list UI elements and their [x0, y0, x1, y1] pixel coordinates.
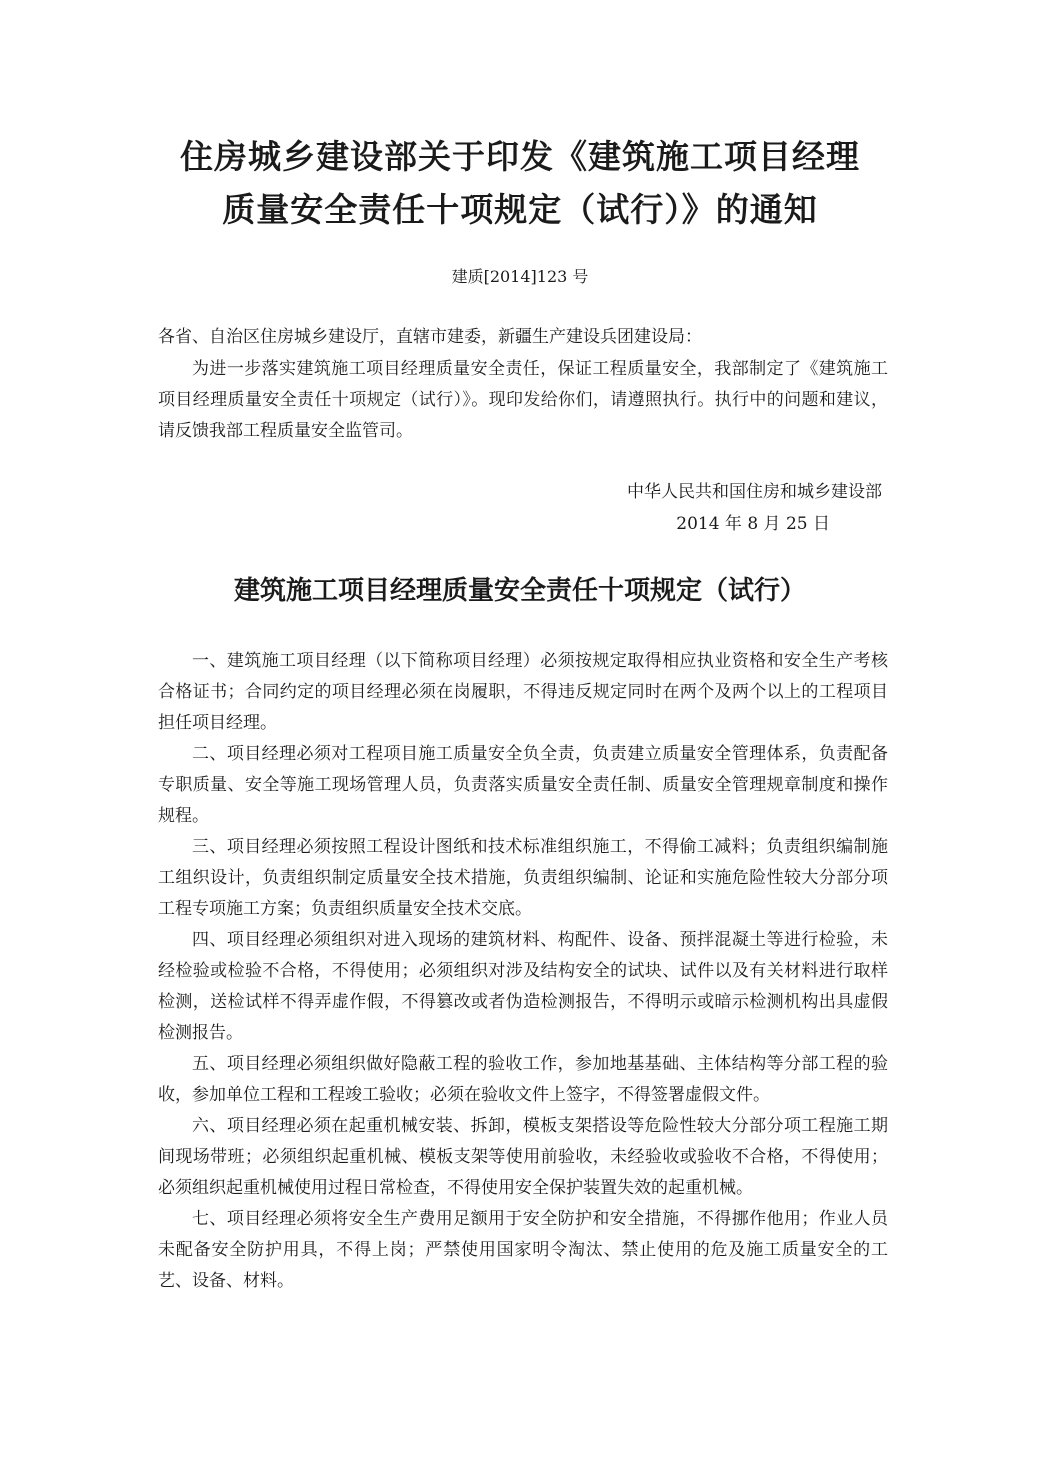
document-title-line-2: 质量安全责任十项规定（试行）》的通知 [222, 190, 818, 229]
regulation-list [158, 646, 888, 1297]
regulation-item: 二、项目经理必须对工程项目施工质量安全负全责，负责建立质量安全管理体系，负责配备专职质量、安全等施工现场管理人员，负责落实质量安全责任制、质量安全管理规章制度和操作规程。 [158, 744, 888, 826]
intro-paragraph: 为进一步落实建筑施工项目经理质量安全责任，保证工程质量安全，我部制定了《建筑施工项目经理质量安全责任十项规定（试行）》。现印发给你们，请遵照执行。执行中的问题和建议，请反馈我部工程质量安全监管司。 [158, 359, 888, 441]
regulation-item: 七、项目经理必须将安全生产费用足额用于安全防护和安全措施，不得挪作他用；作业人员未配备安全防护用具，不得上岗；严禁使用国家明令淘汰、禁止使用的危及施工质量安全的工艺、设备、材料。 [158, 1209, 888, 1291]
regulation-item: 五、项目经理必须组织做好隐蔽工程的验收工作，参加地基基础、主体结构等分部工程的验收，参加单位工程和工程竣工验收；必须在验收文件上签字，不得签署虚假文件。 [158, 1054, 888, 1105]
regulation-title: 建筑施工项目经理质量安全责任十项规定（试行） [233, 576, 806, 606]
regulation-item: 三、项目经理必须按照工程设计图纸和技术标准组织施工，不得偷工减料；负责组织编制施工组织设计，负责组织制定质量安全技术措施，负责组织编制、论证和实施危险性较大分部分项工程专项施工方案；负责组织质量安全技术交底。 [158, 837, 888, 919]
regulation-item: 六、项目经理必须在起重机械安装、拆卸，模板支架搭设等危险性较大分部分项工程施工期间现场带班；必须组织起重机械、模板支架等使用前验收，未经验收或验收不合格，不得使用；必须组织起重机械使用过程日常检查，不得使用安全保护装置失效的起重机械。 [158, 1116, 888, 1198]
signature-date: 2014 年 8 月 25 日 [676, 514, 830, 534]
document-title-line-1: 住房城乡建设部关于印发《建筑施工项目经理 [180, 137, 860, 176]
regulation-item: 一、建筑施工项目经理（以下简称项目经理）必须按规定取得相应执业资格和安全生产考核合格证书；合同约定的项目经理必须在岗履职，不得违反规定同时在两个及两个以上的工程项目担任项目经理。 [158, 651, 888, 733]
document-number: 建质[2014]123 号 [451, 267, 589, 286]
regulation-item: 四、项目经理必须组织对进入现场的建筑材料、构配件、设备、预拌混凝土等进行检验，未经检验或检验不合格，不得使用；必须组织对涉及结构安全的试块、试件以及有关材料进行取样检测，送检试样不得弄虚作假，不得篡改或者伪造检测报告，不得明示或暗示检测机构出具虚假检测报告。 [158, 930, 888, 1043]
addressee: 各省、自治区住房城乡建设厅，直辖市建委，新疆生产建设兵团建设局： [158, 327, 702, 347]
signature-organization: 中华人民共和国住房和城乡建设部 [627, 482, 882, 502]
